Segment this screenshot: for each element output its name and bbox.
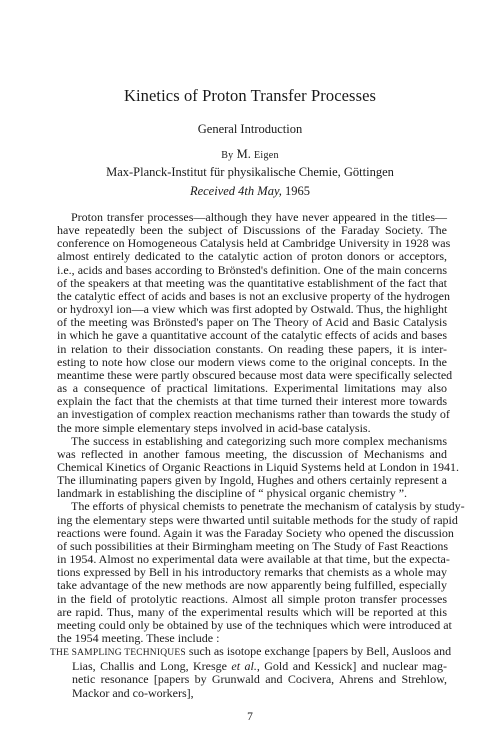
text-line: esting to note how close our modern views come to the original concepts. In the <box>57 354 447 369</box>
text-line: conference on Homogeneous Catalysis held at Cambridge University in 1928 was <box>57 236 451 251</box>
text-line: almost entirely dedicated to the catalytic action of proton donors or acceptors, <box>57 249 447 264</box>
text-line <box>50 644 452 660</box>
text-line: Mackor and co-workers], <box>72 685 194 700</box>
text-line: of the speakers at that meeting was the quantitative establishment of the fact that <box>57 275 447 290</box>
author-by: By <box>221 150 234 161</box>
text-line: the more simple elementary steps involved in acid-base catalysis. <box>57 420 371 435</box>
technique-text: such as isotope exchange [papers by Bell, Ausloos and <box>185 644 452 659</box>
text-line: in 1954. Almost no experimental data were available at that time, but the expecta- <box>57 552 450 567</box>
text-line: are rapid. Thus, many of the experimental results which will be reported at this <box>57 604 447 619</box>
text-line: meantime these were partly obscured because most data were specifically selected <box>57 367 453 382</box>
text-line: the 1954 meeting. These include : <box>57 631 220 645</box>
technique-label: THE SAMPLING TECHNIQUES <box>50 648 186 659</box>
text-line: Chemical Kinetics of Organic Reactions in Liquid Systems held at London in 1941. <box>57 459 460 474</box>
text-line: an investigation of complex reaction mechanisms rather than towards the study of <box>57 407 450 422</box>
text-line: ing the elementary steps were thwarted until suitable methods for the study of rapid <box>57 512 458 527</box>
text-line: explain the fact that the chemists at that time turned their interest more towards <box>57 394 447 409</box>
page-number: 7 <box>247 711 253 723</box>
text-line: The efforts of physical chemists to penetrate the mechanism of catalysis by study- <box>71 499 465 514</box>
text-line: Proton transfer processes—although they have never appeared in the titles— <box>71 210 447 224</box>
text-line: in relation to their dissociation constants. On reading these papers, it is inter- <box>57 341 447 356</box>
text-line: meeting could only be obtained by use of the techniques which were introduced at <box>57 617 452 632</box>
text-line: in the field of protolytic reactions. Almost all simple proton transfer processes <box>57 591 447 606</box>
text-line: of the meeting was Brönsted's paper on The Theory of Acid and Basic Catalysis <box>57 315 447 330</box>
technique-text: , Gold and Kessick] and nuclear mag- <box>256 659 447 674</box>
text-line: The success in establishing and categorizing such more complex mechanisms <box>71 433 447 448</box>
received-year: 1965 <box>285 184 311 198</box>
text-line: have repeatedly been the subject of Discussions of the Faraday Society. The <box>57 223 447 238</box>
received-prefix: Received 4th May, <box>189 184 282 198</box>
paragraph-2 <box>57 433 460 501</box>
text-line: or hydroxyl ion—a view which was first adopted by Ostwald. Thus, the highlight <box>57 302 448 317</box>
text-line: of such possibilities at their Birmingham meeting on The Study of Fast Reactions <box>57 538 449 553</box>
text-line: i.e., acids and bases according to Brönsted's definition. One of the main concerns <box>57 262 447 277</box>
text-line: the catalytic effect of acids and bases is not an exclusive property of the hydrogen <box>57 288 450 303</box>
paragraph-3 <box>57 499 465 645</box>
paragraph-1 <box>57 210 453 435</box>
text-line: The illuminating papers given by Ingold, Hughes and others certainly represent a <box>57 473 447 488</box>
technique-text-italic: et al. <box>231 659 257 674</box>
author-surname: Eigen <box>253 150 279 161</box>
text-line: take advantage of the new methods are now apparently being fulfilled, especially <box>57 578 447 593</box>
technique-text: Lias, Challis and Long, Kresge <box>72 659 232 674</box>
paper-title: Kinetics of Proton Transfer Processes <box>123 86 377 105</box>
body-text <box>50 210 465 700</box>
text-line: tions expressed by Bell in his introductory remarks that chemists as a whole may <box>57 565 447 580</box>
text-line: in which he gave a quantitative account of the catalytic effects of acids and bases <box>57 328 447 343</box>
text-line: was reflected in another famous meeting, the discussion of Mechanisms and <box>57 446 447 461</box>
text-line: landmark in establishing the discipline of “ physical organic chemistry ”. <box>57 486 408 501</box>
technique-list-item <box>50 644 452 700</box>
received-date <box>0 184 500 199</box>
text-line: reactions were found. Again it was the Faraday Society who opened the discussion <box>57 525 454 540</box>
author-initial: M. <box>236 147 251 161</box>
author-line <box>0 147 500 162</box>
text-line: as a consequence of practical limitations. Experimental limitations may also <box>57 381 447 396</box>
text-line: netic resonance [papers by Grunwald and Cocivera, Ahrens and Strehlow, <box>72 672 447 687</box>
paper-subtitle: General Introduction <box>197 122 303 136</box>
author-affiliation: Max-Planck-Institut für physikalische Chemie, Göttingen <box>106 165 394 179</box>
